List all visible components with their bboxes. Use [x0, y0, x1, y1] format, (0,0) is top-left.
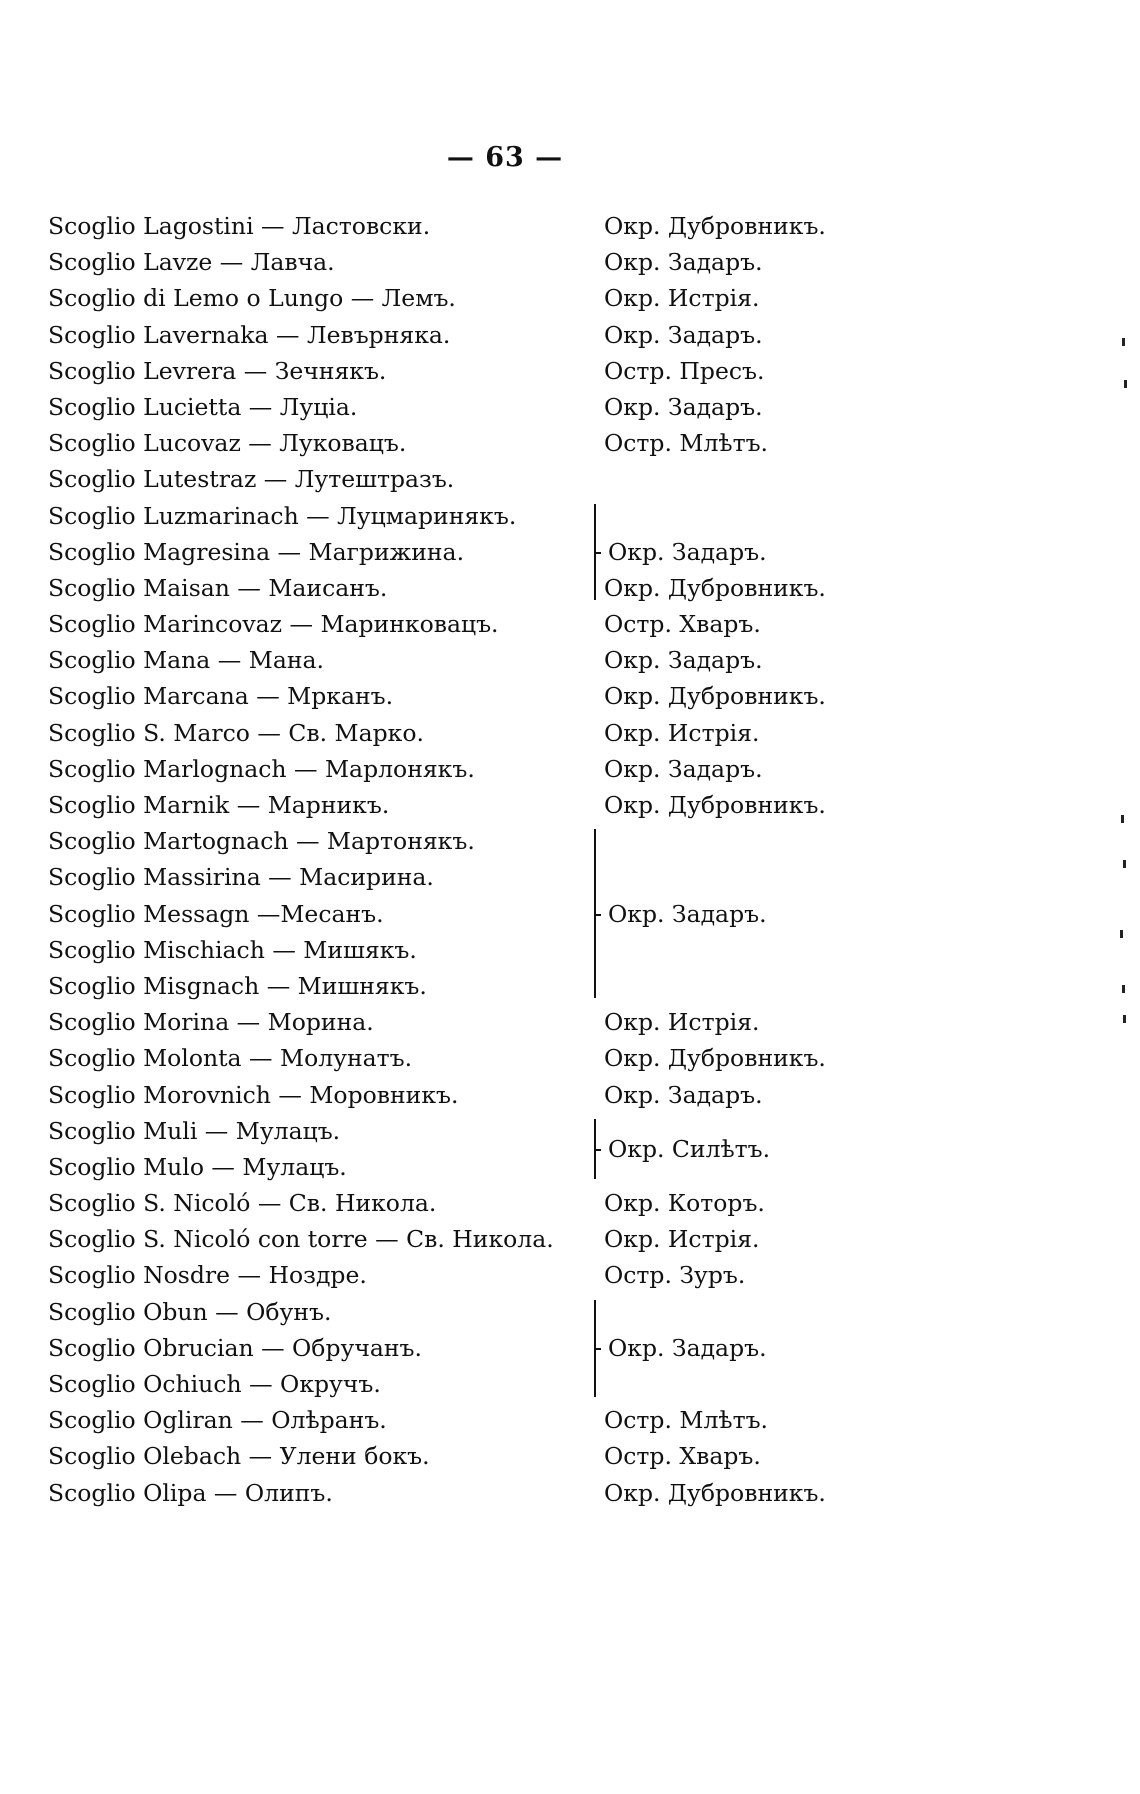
entry-row: [48, 461, 868, 497]
entry-row: [48, 1040, 868, 1076]
entry-row: [48, 1294, 868, 1330]
entry-district: Остр. Млѣтъ.: [604, 429, 768, 458]
entry-row: [48, 642, 868, 678]
entry-name: Scoglio Morina — Морина.: [48, 1008, 374, 1037]
entry-name: Scoglio Levrera — Зечнякъ.: [48, 356, 387, 385]
entry-row: [48, 678, 868, 714]
entry-district: Окр. Задаръ.: [604, 320, 763, 349]
entry-district: Окр. Задаръ.: [604, 392, 763, 421]
entry-name: Scoglio Lucovaz — Луковацъ.: [48, 429, 407, 458]
entry-list: [48, 208, 868, 1511]
group-label: Окр. Задаръ.: [608, 1334, 767, 1363]
entry-district: Окр. Которъ.: [604, 1189, 765, 1218]
entry-name: Scoglio Olipa — Олипъ.: [48, 1478, 333, 1507]
entry-district: Остр. Зуръ.: [604, 1261, 746, 1290]
entry-name: Scoglio Lucietta — Луціа.: [48, 392, 358, 421]
entry-name: Scoglio Marcana — Мрканъ.: [48, 682, 394, 711]
scan-speck: [1121, 815, 1124, 823]
entry-district: Окр. Дубровникъ.: [604, 791, 826, 819]
entry-row: [48, 498, 868, 534]
scan-speck: [1123, 860, 1126, 868]
scan-speck: [1123, 1015, 1126, 1023]
entry-row: [48, 1077, 868, 1113]
entry-row: [48, 932, 868, 968]
entry-row: [48, 1366, 868, 1402]
entry-name: Scoglio Misgnach — Мишнякъ.: [48, 971, 427, 1000]
entry-row: [48, 425, 868, 461]
entry-name: Scoglio Messagn —Месанъ.: [48, 899, 384, 928]
entry-name: Scoglio Lagostini — Ластовски.: [48, 212, 431, 240]
entry-name: Scoglio Obun — Обунъ.: [48, 1297, 332, 1326]
entry-row: [48, 1221, 868, 1257]
entry-district: Окр. Задаръ.: [604, 1080, 763, 1109]
entry-row: [48, 1149, 868, 1185]
entry-name: Scoglio Nosdre — Ноздре.: [48, 1261, 367, 1290]
entry-name: Scoglio Luzmarinach — Луцмаринякъ.: [48, 501, 517, 530]
entry-row: [48, 1475, 868, 1511]
entry-row: [48, 317, 868, 353]
entry-name: Scoglio Olebach — Улени бокъ.: [48, 1442, 430, 1471]
entry-district: Окр. Задаръ.: [604, 248, 763, 277]
entry-row: [48, 208, 868, 244]
entry-district: Окр. Дубровникъ.: [604, 573, 826, 602]
entry-row: [48, 715, 868, 751]
entry-district: Остр. Хваръ.: [604, 610, 761, 639]
entry-name: Scoglio Lavernaka — Левърняка.: [48, 320, 451, 349]
page-number: — 63 —: [446, 142, 564, 173]
entry-name: Scoglio Marlognach — Марлонякъ.: [48, 754, 475, 783]
entry-name: Scoglio di Lemo o Lungo — Лемъ.: [48, 284, 456, 313]
entry-district: Остр. Пресъ.: [604, 356, 765, 385]
entry-row: [48, 859, 868, 895]
group-label: Окр. Задаръ.: [608, 899, 767, 928]
entry-row: [48, 1004, 868, 1040]
entry-name: Scoglio Lutestraz — Лутештразъ.: [48, 465, 455, 494]
entry-name: Scoglio Ochiuch — Окручъ.: [48, 1370, 381, 1398]
entry-district: Окр. Задаръ.: [604, 646, 763, 675]
scan-speck: [1124, 380, 1127, 388]
entry-district: Окр. Истрія.: [604, 1008, 760, 1037]
entry-name: Scoglio Obrucian — Обручанъ.: [48, 1333, 422, 1362]
entry-name: Scoglio Morovnich — Моровникъ.: [48, 1080, 459, 1109]
group-label: Окр. Задаръ.: [608, 537, 767, 566]
scan-speck: [1120, 930, 1123, 938]
entry-name: Scoglio Martognach — Мартонякъ.: [48, 827, 475, 856]
entry-row: [48, 968, 868, 1004]
entry-district: Окр. Истрія.: [604, 284, 760, 313]
entry-row: [48, 1257, 868, 1293]
entry-name: Scoglio Mulo — Мулацъ.: [48, 1152, 347, 1181]
entry-row: [48, 1185, 868, 1221]
entry-row: [48, 751, 868, 787]
entry-district: Окр. Задаръ.: [604, 754, 763, 783]
entry-row: [48, 823, 868, 859]
entry-name: Scoglio S. Nicoló con torre — Св. Никола.: [48, 1225, 554, 1254]
entry-row: [48, 1113, 868, 1149]
entry-name: Scoglio Maisan — Маисанъ.: [48, 573, 388, 602]
entry-name: Scoglio Marnik — Марникъ.: [48, 791, 390, 819]
entry-district: Окр. Истрія.: [604, 1225, 760, 1254]
entry-name: Scoglio Ogliran — Олѣранъ.: [48, 1406, 387, 1435]
entry-district: Окр. Дубровникъ.: [604, 682, 826, 711]
entry-row: [48, 1330, 868, 1366]
entry-district: Остр. Млѣтъ.: [604, 1406, 768, 1435]
entry-district: Окр. Дубровникъ.: [604, 1044, 826, 1073]
entry-row: [48, 534, 868, 570]
entry-name: Scoglio Mischiach — Мишякъ.: [48, 935, 417, 964]
entry-row: [48, 896, 868, 932]
entry-row: [48, 1438, 868, 1474]
entry-district: Окр. Дубровникъ.: [604, 1478, 826, 1507]
entry-name: Scoglio S. Marco — Св. Марко.: [48, 718, 424, 747]
entry-row: [48, 389, 868, 425]
entry-district: Окр. Дубровникъ.: [604, 212, 826, 240]
entry-district: Остр. Хваръ.: [604, 1442, 761, 1471]
entry-district: Окр. Истрія.: [604, 718, 760, 747]
entry-row: [48, 787, 868, 823]
entry-name: Scoglio Massirina — Масирина.: [48, 863, 434, 892]
entry-name: Scoglio Molonta — Молунатъ.: [48, 1044, 413, 1073]
entry-row: [48, 606, 868, 642]
group-label: Окр. Силѣтъ.: [608, 1135, 771, 1164]
entry-row: [48, 280, 868, 316]
entry-row: [48, 570, 868, 606]
entry-name: Scoglio Marincovaz — Маринковацъ.: [48, 610, 499, 639]
entry-row: [48, 244, 868, 280]
scan-speck: [1122, 338, 1125, 346]
entry-name: Scoglio Muli — Мулацъ.: [48, 1116, 341, 1145]
entry-name: Scoglio Mana — Мана.: [48, 646, 324, 675]
entry-name: Scoglio Magresina — Магрижина.: [48, 537, 465, 566]
entry-row: [48, 353, 868, 389]
scan-speck: [1122, 985, 1125, 993]
entry-row: [48, 1402, 868, 1438]
entry-name: Scoglio S. Nicoló — Св. Никола.: [48, 1189, 437, 1218]
entry-name: Scoglio Lavze — Лавча.: [48, 248, 335, 277]
